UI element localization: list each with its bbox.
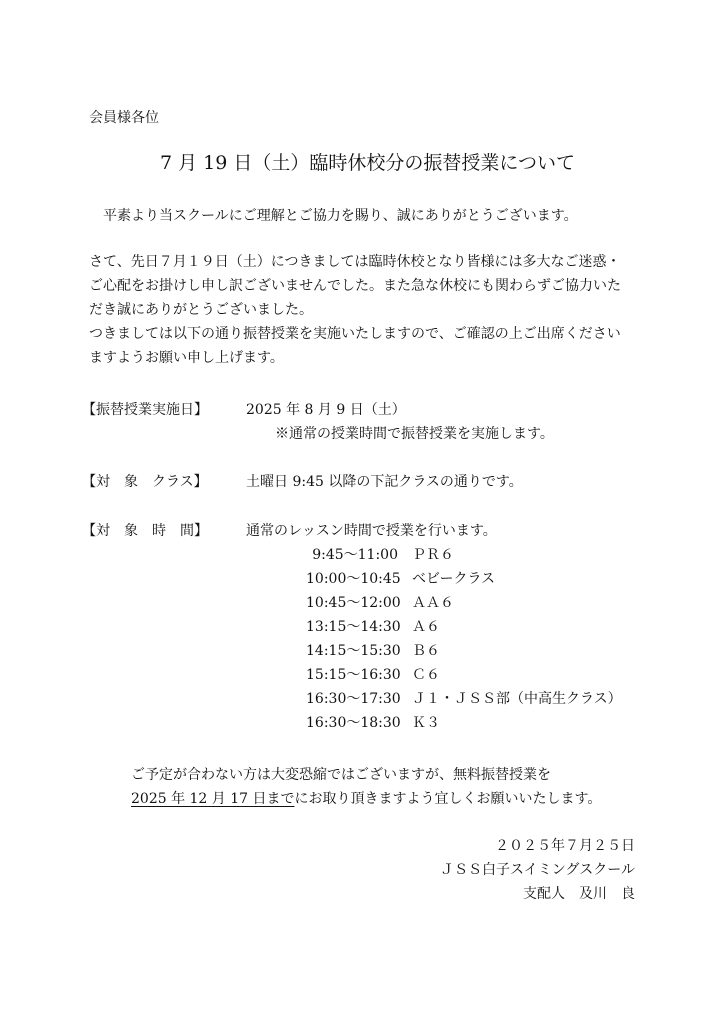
schedule-row — [306, 545, 454, 565]
schedule-row — [306, 593, 454, 613]
schedule-row — [306, 569, 495, 589]
schedule-class: ベビークラス — [412, 571, 496, 587]
schedule-row — [306, 689, 622, 709]
schedule-time: 10:45～12:00 — [306, 595, 401, 611]
date-note: ※通常の授業時間で振替授業を実施します。 — [275, 426, 554, 442]
date-label: 【振替授業実施日】 — [82, 402, 208, 418]
addressee: 会員様各位 — [89, 110, 159, 126]
body-line-2: ご心配をお掛けし申し訳ございませんでした。また急な休校にも関わらずご協力いた — [89, 278, 621, 294]
schedule-time: 14:15～15:30 — [306, 643, 401, 659]
schedule-row — [306, 713, 440, 733]
schedule-time: 16:30～18:30 — [306, 715, 401, 731]
time-intro: 通常のレッスン時間で授業を行います。 — [246, 523, 497, 539]
schedule-time: 13:15～14:30 — [306, 619, 401, 635]
schedule-class: Ｋ３ — [412, 715, 440, 731]
sign-organization: ＪＳＳ白子スイミングスクール — [439, 862, 635, 878]
schedule-class: ＰＲ６ — [412, 547, 454, 563]
schedule-row — [306, 617, 440, 637]
body-line-4: つきましては以下の通り振替授業を実施いたしますので、ご確認の上ご出席ください — [89, 326, 621, 342]
class-value: 土曜日 9:45 以降の下記クラスの通りです。 — [246, 474, 523, 490]
schedule-class: Ｂ６ — [412, 643, 440, 659]
closing-line-2 — [131, 789, 601, 809]
document-title: 7 月 19 日（土）臨時休校分の振替授業について — [160, 152, 576, 174]
schedule-time: 15:15～16:30 — [306, 667, 401, 683]
class-label: 【対 象 クラス】 — [82, 474, 208, 490]
closing-line-1: ご予定が合わない方は大変恐縮ではございますが、無料振替授業を — [131, 767, 551, 783]
closing-rest: にお取り頂きますよう宜しくお願いいたします。 — [294, 791, 602, 807]
schedule-time: 16:30～17:30 — [306, 691, 401, 707]
time-label: 【対 象 時 間】 — [82, 523, 208, 539]
body-line-5: ますようお願い申し上げます。 — [89, 350, 284, 366]
date-value: 2025 年 8 月 9 日（土） — [246, 402, 406, 418]
body-line-3: だき誠にありがとうございました。 — [89, 302, 313, 318]
schedule-class: Ａ６ — [412, 619, 440, 635]
schedule-time: 10:00～10:45 — [306, 571, 401, 587]
body-line-1: さて、先日７月１９日（土）につきましては臨時休校となり皆様には多大なご迷惑・ — [89, 254, 621, 270]
sign-date: ２０２５年７月２５日 — [495, 838, 635, 854]
schedule-class: Ｃ６ — [412, 667, 440, 683]
schedule-class: ＡＡ６ — [412, 595, 454, 611]
schedule-row — [306, 665, 440, 685]
schedule-class: Ｊ１・ＪＳＳ部（中高生クラス） — [412, 691, 622, 707]
deadline: 2025 年 12 月 17 日まで — [131, 791, 295, 807]
schedule-time: 9:45～11:00 — [312, 547, 398, 563]
schedule-row — [306, 641, 440, 661]
greeting: 平素より当スクールにご理解とご協力を賜り、誠にありがとうございます。 — [103, 208, 578, 224]
sign-person: 支配人 及川 良 — [523, 886, 635, 902]
